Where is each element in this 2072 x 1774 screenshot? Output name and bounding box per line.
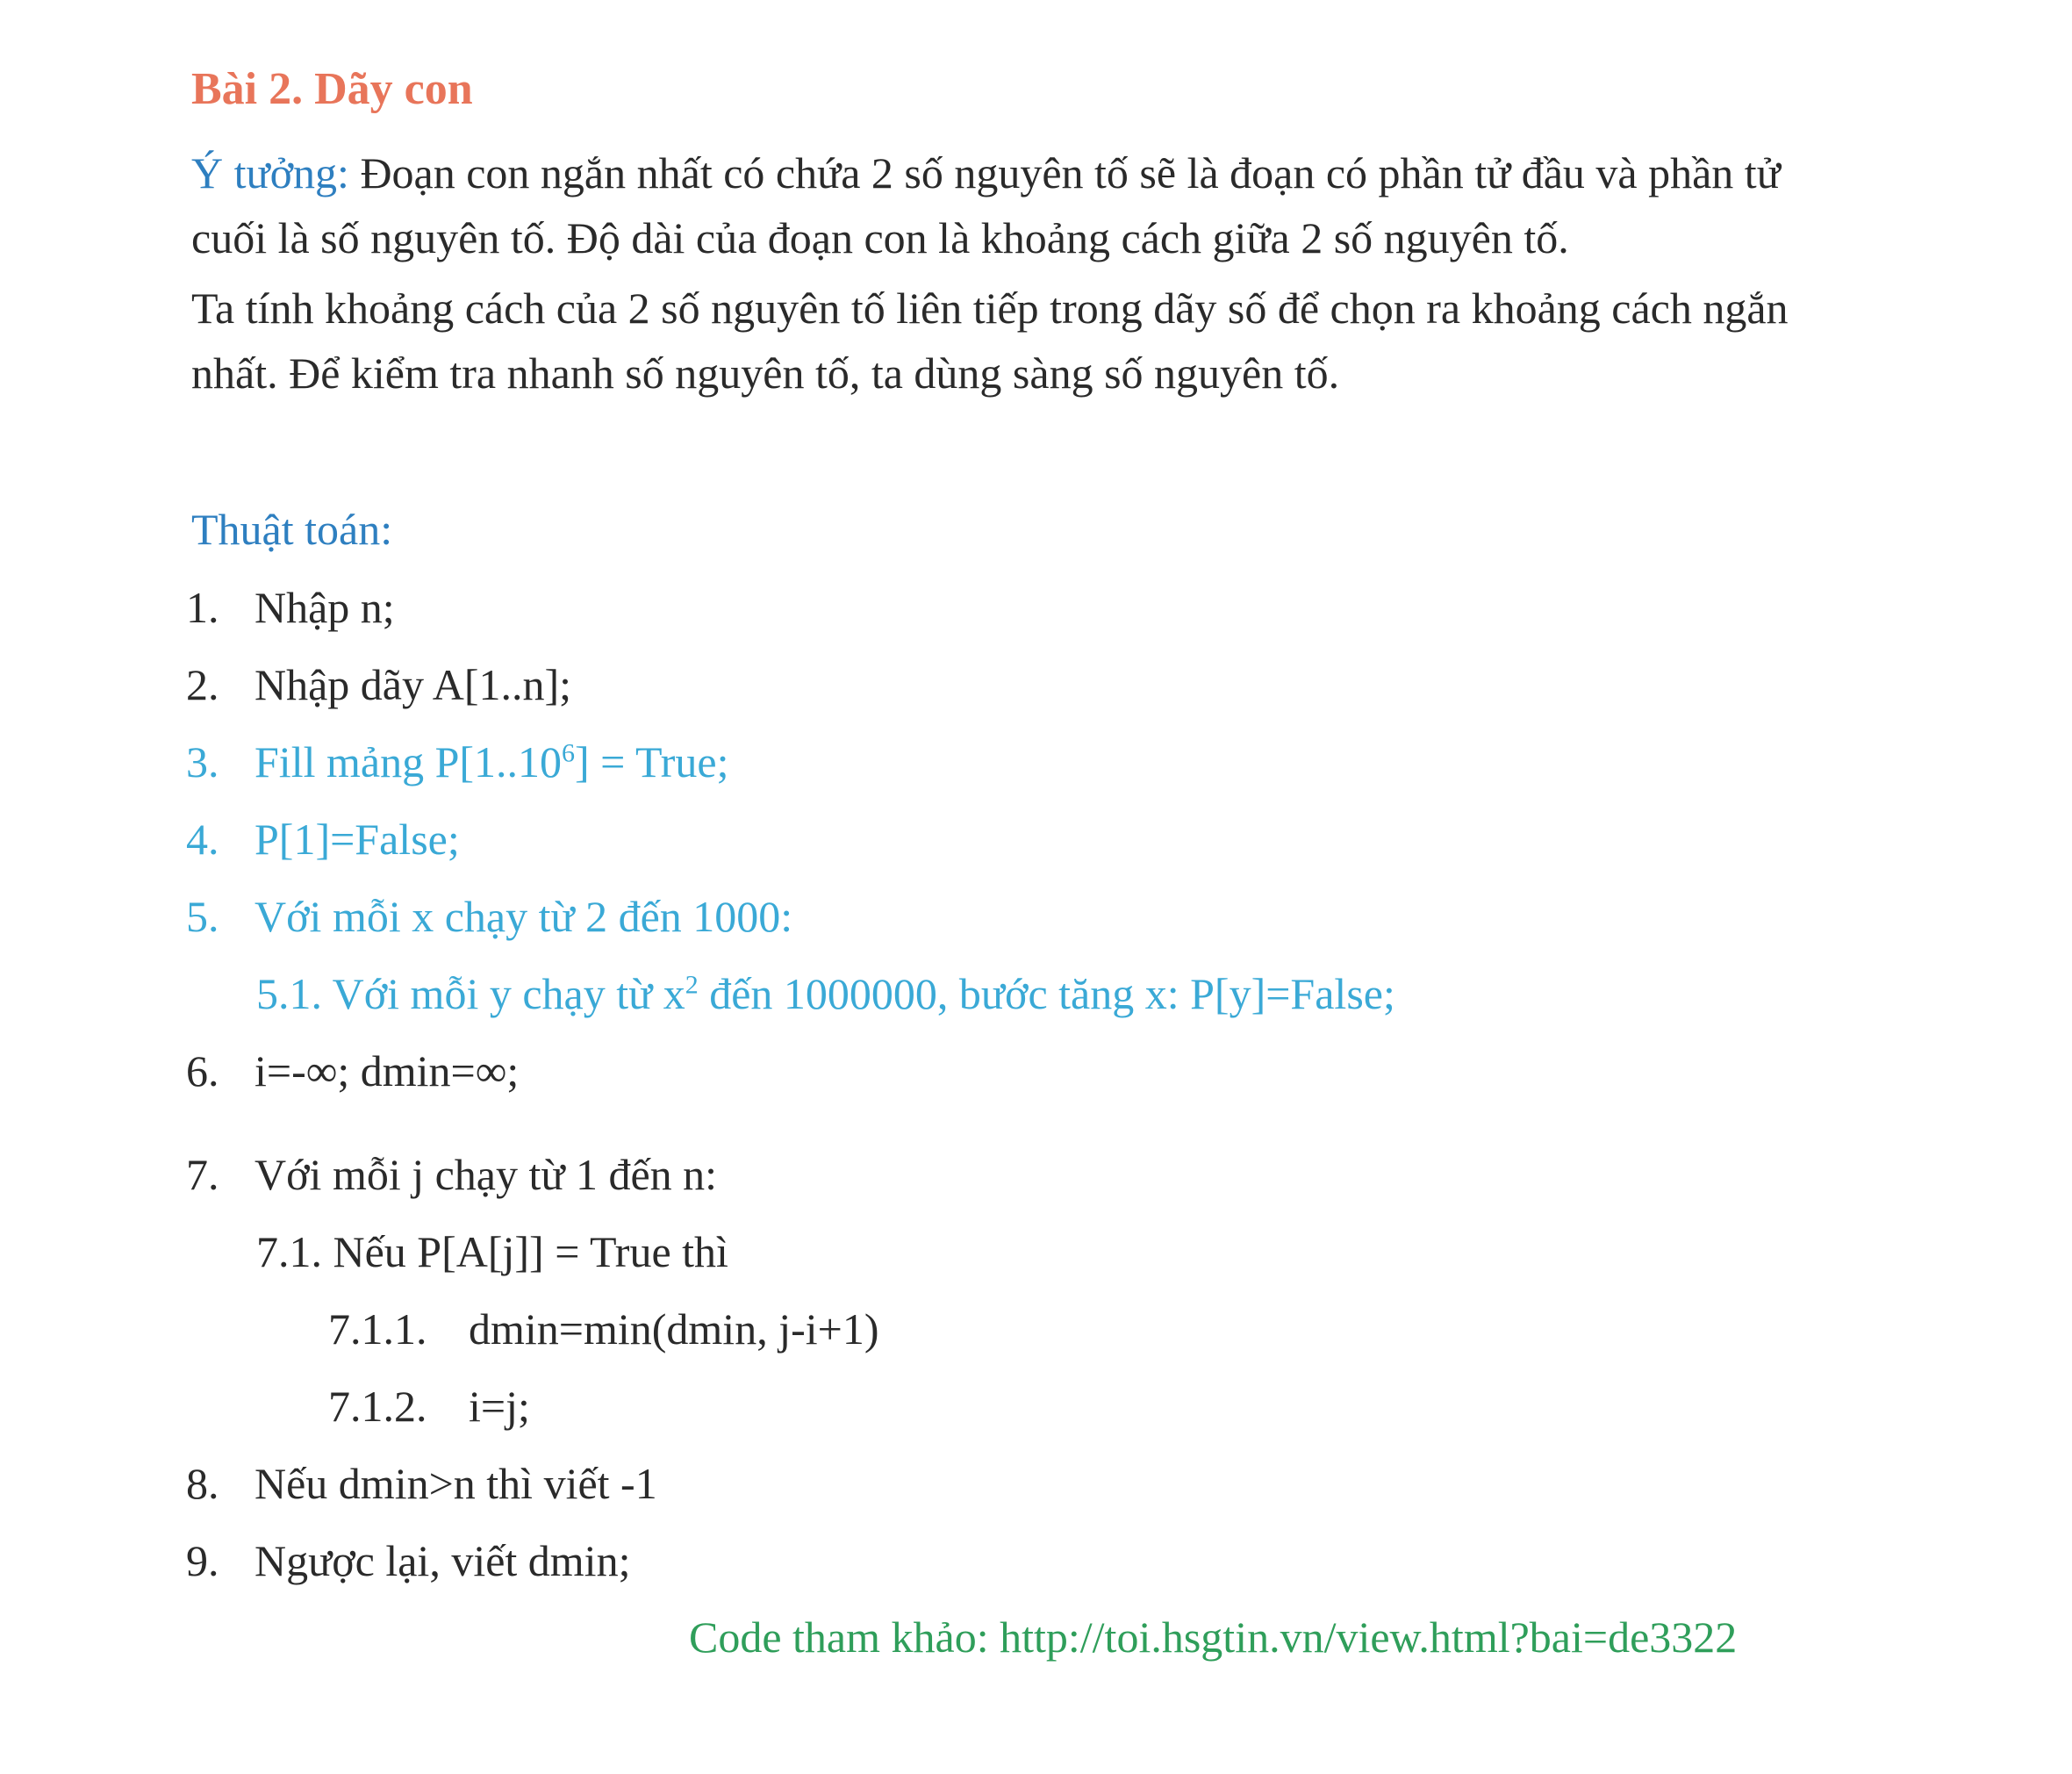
idea-text-1: Đoạn con ngắn nhất có chứa 2 số nguyên tố sẽ là đoạn có phần tử đầu và phần tử cuối là số nguyên tố. Độ dài của đoạn con là khoảng cách giữa 2 số nguyên tố. bbox=[191, 148, 1781, 262]
step-text: i=j; bbox=[469, 1382, 530, 1431]
step-number: 7.1. bbox=[256, 1227, 322, 1276]
step-superscript: 2 bbox=[685, 970, 699, 1000]
algorithm-step-3 bbox=[186, 736, 729, 788]
step-text: Với mỗi x chạy từ 2 đến 1000: bbox=[255, 892, 793, 941]
step-text-b: ] = True; bbox=[575, 737, 729, 786]
algorithm-step-4 bbox=[186, 813, 460, 865]
step-text: Nhập dãy A[1..n]; bbox=[255, 660, 572, 709]
step-text: Ngược lại, viết dmin; bbox=[255, 1536, 631, 1585]
step-number: 7.1.1. bbox=[328, 1304, 427, 1354]
algorithm-title: Thuật toán: bbox=[191, 505, 393, 554]
algorithm-step-2 bbox=[186, 658, 571, 711]
step-text-a: Với mỗi y chạy từ x bbox=[332, 969, 685, 1018]
algorithm-step-7 bbox=[186, 1148, 717, 1201]
idea-line-2: Ta tính khoảng cách của 2 số nguyên tố liên tiếp trong dãy số để chọn ra khoảng cách ngắn nhất. Để kiểm tra nhanh số nguyên tố, ta dùng sàng số nguyên tố. bbox=[191, 284, 1789, 398]
step-number: 7. bbox=[186, 1150, 219, 1199]
step-text: i=-∞; dmin=∞; bbox=[255, 1046, 520, 1095]
step-number: 7.1.2. bbox=[328, 1382, 427, 1431]
algorithm-step-7-1-2 bbox=[328, 1380, 530, 1433]
step-text: Nhập n; bbox=[255, 583, 395, 632]
idea-paragraph bbox=[191, 140, 1841, 406]
step-number: 5.1. bbox=[256, 969, 322, 1018]
algorithm-step-5-1 bbox=[256, 967, 1395, 1020]
step-text: Với mỗi j chạy từ 1 đến n: bbox=[255, 1150, 718, 1199]
step-text: P[1]=False; bbox=[255, 815, 460, 864]
step-text-b: đến 1000000, bước tăng x: P[y]=False; bbox=[698, 969, 1395, 1018]
section-title: Bài 2. Dãy con bbox=[191, 64, 473, 114]
idea-label: Ý tưởng: bbox=[191, 148, 349, 198]
step-number: 5. bbox=[186, 892, 219, 941]
reference-link-text: Code tham khảo: http://toi.hsgtin.vn/view.html?bai=de3322 bbox=[689, 1612, 1738, 1662]
step-number: 2. bbox=[186, 660, 219, 709]
algorithm-step-8 bbox=[186, 1457, 657, 1510]
step-number: 4. bbox=[186, 815, 219, 864]
step-number: 6. bbox=[186, 1046, 219, 1095]
step-number: 8. bbox=[186, 1459, 219, 1508]
step-number: 9. bbox=[186, 1536, 219, 1585]
step-text: dmin=min(dmin, j-i+1) bbox=[469, 1304, 879, 1354]
algorithm-step-1 bbox=[186, 581, 395, 634]
step-text: Nếu dmin>n thì viết -1 bbox=[255, 1459, 657, 1508]
step-superscript: 6 bbox=[562, 738, 576, 768]
step-number: 1. bbox=[186, 583, 219, 632]
idea-line-1 bbox=[191, 140, 1841, 270]
algorithm-step-7-1-1 bbox=[328, 1303, 878, 1355]
algorithm-step-7-1 bbox=[256, 1225, 728, 1278]
algorithm-step-9 bbox=[186, 1534, 630, 1587]
algorithm-step-6 bbox=[186, 1045, 519, 1097]
algorithm-step-5 bbox=[186, 890, 792, 943]
step-text: Nếu P[A[j]] = True thì bbox=[333, 1227, 728, 1276]
step-number: 3. bbox=[186, 737, 219, 786]
step-text-a: Fill mảng P[1..10 bbox=[255, 737, 563, 786]
